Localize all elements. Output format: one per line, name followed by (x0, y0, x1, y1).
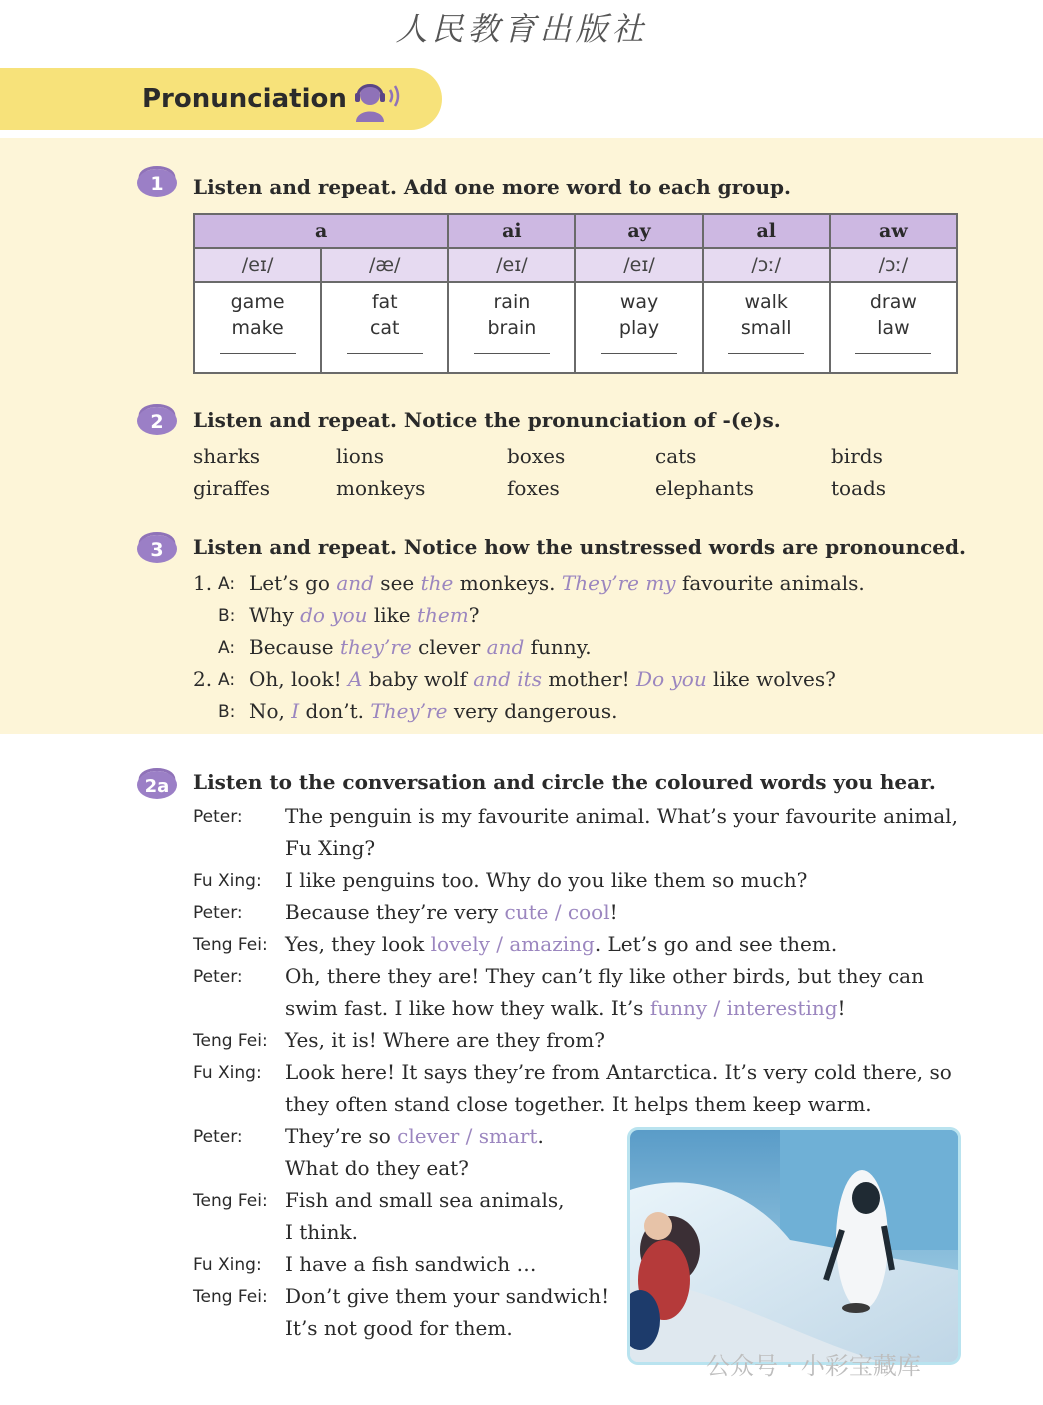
dialogue-text: very dangerous. (447, 699, 618, 723)
table-group-header: aw (830, 214, 957, 248)
dialogue-text: Look here! It says they’re from Antarctica. It’s very cold there, so (285, 1060, 952, 1084)
task-1-badge (134, 156, 180, 202)
dialogue-text: Oh, there they are! They can’t fly like other birds, but they can (285, 964, 924, 988)
table-group-header: ay (575, 214, 702, 248)
task-2-badge (134, 394, 180, 440)
dialogue-text: baby wolf (362, 667, 474, 691)
table-word-cell: draw law (830, 282, 957, 373)
table-word-cell: way play (575, 282, 702, 373)
speaker-label: Teng Fei: (193, 1287, 268, 1307)
dialogue-line (249, 635, 592, 659)
speaker-label: Peter: (193, 807, 243, 827)
dialogue-text: Oh, look! (249, 667, 348, 691)
speaker-label: Teng Fei: (193, 1191, 268, 1211)
penguin-photo (630, 1130, 958, 1362)
word-item: cats (655, 444, 697, 468)
conversation-line (285, 1284, 609, 1308)
dialogue-text: Because they’re very (285, 900, 505, 924)
dialogue-text: clever (411, 635, 487, 659)
dialogue-text: like wolves? (706, 667, 836, 691)
dialogue-text: . (537, 1124, 544, 1148)
answer-blank[interactable] (220, 353, 296, 354)
word-item: foxes (507, 476, 560, 500)
unstressed-word: them (416, 603, 469, 627)
speaker-label: Fu Xing: (193, 1063, 262, 1083)
dialogue-text: I have a fish sandwich … (285, 1252, 537, 1276)
word-item: birds (831, 444, 883, 468)
answer-blank[interactable] (728, 353, 804, 354)
dialogue-text: Why (249, 603, 301, 627)
dialogue-text: Fish and small sea animals, (285, 1188, 565, 1212)
dialogue-text: No, (249, 699, 292, 723)
dialogue-text: Let’s go (249, 571, 337, 595)
speaker-label: Fu Xing: (193, 1255, 262, 1275)
speaker-label: Peter: (193, 1127, 243, 1147)
dialogue-text: funny. (524, 635, 592, 659)
dialogue-text: monkeys. (453, 571, 562, 595)
unstressed-word: Do you (636, 667, 707, 691)
speaker-label: Fu Xing: (193, 871, 262, 891)
speaker-label: A: (218, 574, 236, 594)
dialogue-text: don’t. (299, 699, 371, 723)
word-item: boxes (507, 444, 566, 468)
unstressed-word: A (347, 667, 363, 691)
table-ipa-cell: /eɪ/ (575, 248, 702, 282)
speaker-label: B: (218, 606, 236, 626)
dialogue-text: ? (468, 603, 480, 627)
table-word-cell: fat cat (321, 282, 448, 373)
word-item: lions (336, 444, 384, 468)
dialogue-text: . Let’s go and see them. (594, 932, 838, 956)
dialogue-text: see (373, 571, 421, 595)
task-1-instruction: Listen and repeat. Add one more word to each group. (193, 175, 791, 199)
table-group-header: al (703, 214, 830, 248)
unstressed-word: and (486, 635, 525, 659)
dialogue-text: What do they eat? (285, 1156, 469, 1180)
dialogue-text: Yes, they look (285, 932, 431, 956)
answer-blank[interactable] (855, 353, 931, 354)
task-3-number: 3 (150, 539, 164, 561)
table-ipa-cell: /ɔː/ (703, 248, 830, 282)
word-item: giraffes (193, 476, 270, 500)
item-number: 1. (193, 571, 213, 595)
dialogue-text: they often stand close together. It helps them keep warm. (285, 1092, 872, 1116)
table-group-header: ai (448, 214, 575, 248)
dialogue-text: swim fast. I like how they walk. It’s (285, 996, 650, 1020)
word-item: sharks (193, 444, 261, 468)
coloured-word-choice: cute / cool (504, 900, 610, 924)
task-2-number: 2 (150, 411, 164, 433)
task-2a-badge (134, 758, 180, 804)
dialogue-line (249, 667, 836, 691)
word-item: elephants (655, 476, 754, 500)
conversation-line (285, 900, 618, 924)
dialogue-text: They’re so (285, 1124, 398, 1148)
speaker-label: Teng Fei: (193, 935, 268, 955)
word-item: toads (831, 476, 887, 500)
dialogue-text: Yes, it is! Where are they from? (285, 1028, 605, 1052)
table-ipa-cell: /æ/ (321, 248, 448, 282)
speaker-label: Peter: (193, 967, 243, 987)
conversation-line (285, 1156, 469, 1180)
conversation-line (285, 1316, 513, 1340)
dialogue-line (249, 699, 618, 723)
table-word-cell: rain brain (448, 282, 575, 373)
speaker-label: Teng Fei: (193, 1031, 268, 1051)
dialogue-text: I like penguins too. Why do you like them so much? (285, 868, 808, 892)
phonics-table (193, 213, 958, 374)
publisher-logo: 人民教育出版社 (395, 10, 648, 48)
table-word-cell: game make (194, 282, 321, 373)
dialogue-text: It’s not good for them. (285, 1316, 513, 1340)
dialogue-text: favourite animals. (675, 571, 865, 595)
task-3-badge (134, 522, 180, 568)
unstressed-word: do you (300, 603, 368, 627)
coloured-word-choice: funny / interesting (649, 996, 838, 1020)
dialogue-text: like (367, 603, 417, 627)
conversation-line (285, 932, 837, 956)
task-2a-number: 2a (144, 776, 170, 797)
conversation-line (285, 996, 846, 1020)
word-item: monkeys (336, 476, 426, 500)
conversation-line (285, 1124, 544, 1148)
task-2-instruction: Listen and repeat. Notice the pronunciation of -(e)s. (193, 408, 781, 432)
conversation-line (285, 1220, 358, 1244)
coloured-word-choice: lovely / amazing (430, 932, 595, 956)
table-ipa-cell: /eɪ/ (194, 248, 321, 282)
conversation-line (285, 964, 924, 988)
unstressed-word: I (291, 699, 300, 723)
unstressed-word: the (420, 571, 454, 595)
answer-blank[interactable] (347, 353, 423, 354)
speaker-label: B: (218, 702, 236, 722)
conversation-line (285, 1188, 565, 1212)
section-title: Pronunciation (142, 84, 347, 114)
conversation-line (285, 804, 958, 828)
table-ipa-cell: /eɪ/ (448, 248, 575, 282)
watermark: 公众号 · 小彩宝藏库 (706, 1352, 921, 1380)
dialogue-text: ! (837, 996, 846, 1020)
unstressed-word: they’re (340, 635, 412, 659)
conversation-line (285, 1028, 605, 1052)
dialogue-text: ! (609, 900, 618, 924)
item-number: 2. (193, 667, 213, 691)
dialogue-text: The penguin is my favourite animal. What’s your favourite animal, (285, 804, 958, 828)
headset-speaker-icon (352, 78, 404, 128)
dialogue-text: Fu Xing? (285, 836, 376, 860)
unstressed-word: and (336, 571, 374, 595)
dialogue-text: mother! (541, 667, 637, 691)
unstressed-word: They’re (370, 699, 448, 723)
task-2a-instruction: Listen to the conversation and circle the coloured words you hear. (193, 770, 936, 794)
conversation-line (285, 836, 375, 860)
speaker-label: A: (218, 638, 236, 658)
answer-blank[interactable] (474, 353, 550, 354)
speaker-label: A: (218, 670, 236, 690)
coloured-word-choice: clever / smart (397, 1124, 538, 1148)
conversation-line (285, 868, 807, 892)
dialogue-line (249, 603, 479, 627)
unstressed-word: and its (473, 667, 542, 691)
conversation-line (285, 1252, 537, 1276)
task-1-number: 1 (150, 173, 164, 195)
dialogue-line (249, 571, 865, 595)
table-group-header: a (194, 214, 448, 248)
conversation-line (285, 1060, 952, 1084)
table-ipa-cell: /ɔː/ (830, 248, 957, 282)
task-3-instruction: Listen and repeat. Notice how the unstressed words are pronounced. (193, 535, 966, 559)
unstressed-word: They’re my (561, 571, 676, 595)
dialogue-text: I think. (285, 1220, 358, 1244)
dialogue-text: Because (249, 635, 340, 659)
answer-blank[interactable] (601, 353, 677, 354)
speaker-label: Peter: (193, 903, 243, 923)
dialogue-text: Don’t give them your sandwich! (285, 1284, 610, 1308)
conversation-line (285, 1092, 872, 1116)
table-word-cell: walk small (703, 282, 830, 373)
